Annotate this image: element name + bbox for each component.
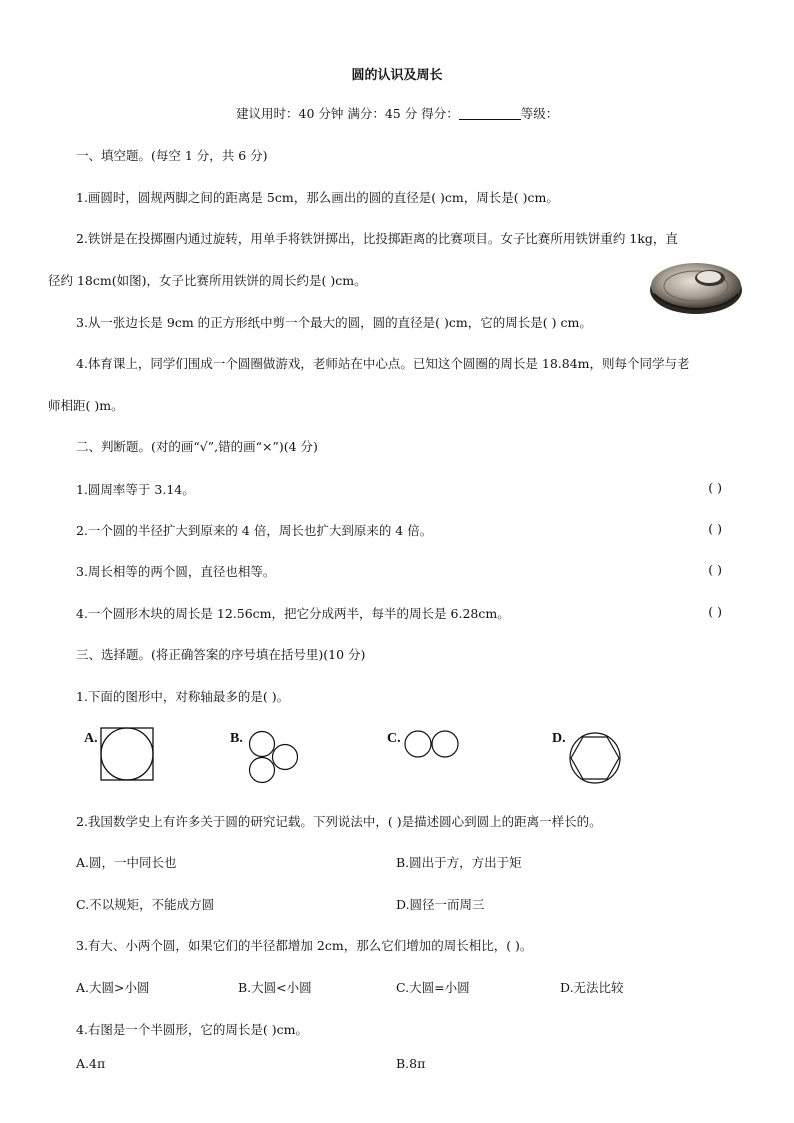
judge-question-3: 3.周长相等的两个圆，直径也相等。 [76,564,276,579]
choice-question-4: 4.右图是一个半圆形，它的周长是( )cm。 [76,1022,309,1037]
discus-image [648,256,744,316]
judge-answer-2[interactable]: ( ) [708,521,722,536]
fill-question-4-line2: 师相距( )m。 [48,398,124,413]
choice-1-option-c-label: C. [387,731,401,746]
section-choice-heading: 三、选择题。(将正确答案的序号填在括号里)(10 分) [76,647,366,662]
exam-meta [236,104,558,122]
choice-1-option-a-label: A. [84,731,98,746]
choice-question-2: 2.我国数学史上有许多关于圆的研究记载。下列说法中，( )是描述圆心到圆上的距离一样长的。 [76,814,602,829]
choice-2-option-a: A.圆，一中同长也 [76,855,177,870]
fill-question-2-line2: 径约 18cm(如图)，女子比赛所用铁饼的周长约是( )cm。 [48,273,367,288]
choice-3-option-d: D.无法比较 [560,980,624,995]
judge-answer-4[interactable]: ( ) [708,604,722,619]
judge-question-2: 2.一个圆的半径扩大到原来的 4 倍，周长也扩大到原来的 4 倍。 [76,523,433,538]
three-circles-figure [246,729,302,785]
fill-question-3: 3.从一张边长是 9cm 的正方形纸中剪一个最大的圆，圆的直径是( )cm，它的周长是( ) cm。 [76,315,592,330]
page-title: 圆的认识及周长 [351,68,443,83]
hexagon-in-circle-figure [568,731,622,785]
choice-2-option-d: D.圆径一而周三 [396,897,485,912]
two-circles-figure [403,729,461,759]
judge-question-4: 4.一个圆形木块的周长是 12.56cm，把它分成两半，每半的周长是 6.28cm。 [76,606,510,621]
choice-4-option-b: B.8π [396,1056,426,1071]
choice-3-option-b: B.大圆<小圆 [238,980,312,995]
choice-1-option-b-label: B. [230,731,243,746]
fill-question-1: 1.画圆时，圆规两脚之间的距离是 5cm，那么画出的圆的直径是( )cm，周长是( )cm。 [76,190,559,205]
choice-1-option-d-label: D. [552,731,566,746]
choice-2-option-b: B.圆出于方，方出于矩 [396,855,522,870]
fill-question-4-line1: 4.体育课上，同学们围成一个圆圈做游戏，老师站在中心点。已知这个圆圈的周长是 18.84m，则每个同学与老 [76,356,690,371]
choice-question-3: 3.有大、小两个圆，如果它们的半径都增加 2cm，那么它们增加的周长相比，( )。 [76,938,533,953]
score-blank [459,107,521,120]
fill-question-2-line1: 2.铁饼是在投掷圈内通过旋转，用单手将铁饼掷出，比投掷距离的比赛项目。女子比赛所用铁饼重约 1kg，直 [76,231,678,246]
choice-4-option-a: A.4π [76,1056,106,1071]
exam-meta-suffix: 等级： [520,106,559,121]
choice-3-option-a: A.大圆>小圆 [76,980,150,995]
judge-answer-3[interactable]: ( ) [708,562,722,577]
judge-question-1: 1.圆周率等于 3.14。 [76,482,195,497]
exam-meta-prefix: 建议用时：40 分钟 满分：45 分 得分： [236,106,459,121]
judge-answer-1[interactable]: ( ) [708,480,722,495]
choice-question-1: 1.下面的图形中，对称轴最多的是( )。 [76,689,290,704]
square-with-inscribed-circle-figure [100,727,154,781]
choice-2-option-c: C.不以规矩，不能成方圆 [76,897,215,912]
choice-3-option-c: C.大圆=小圆 [396,980,470,995]
section-fill-heading: 一、填空题。(每空 1 分，共 6 分) [76,148,268,163]
section-judge-heading: 二、判断题。(对的画“√”,错的画“×”)(4 分) [76,439,318,454]
